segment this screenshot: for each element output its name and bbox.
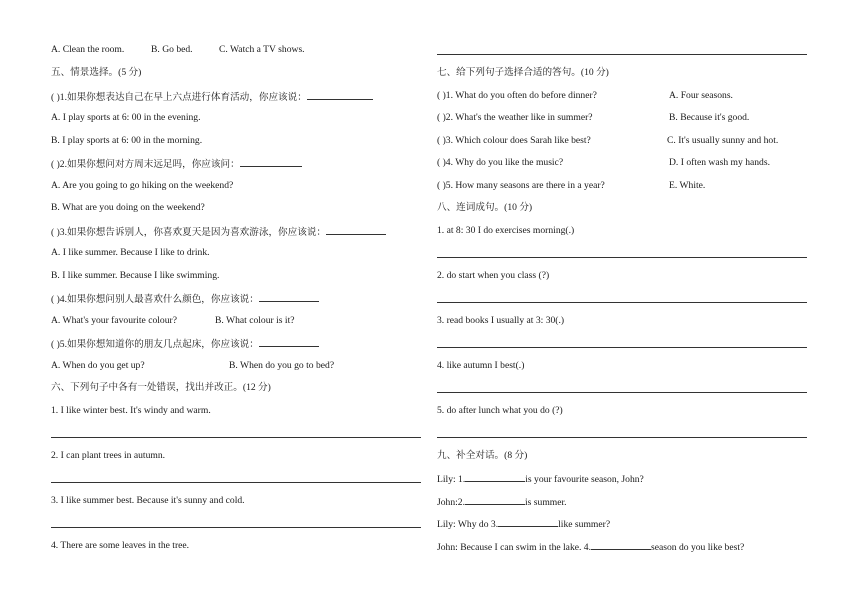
s5-q1-option-b: B. I play sports at 6: 00 in the morning.	[51, 135, 203, 146]
dialogue-line-3: Lily: Why do 3. like summer?	[437, 519, 611, 530]
answer-line[interactable]	[437, 392, 807, 393]
answer-line[interactable]	[51, 527, 421, 528]
section-9-title: 九、补全对话。(8 分)	[437, 450, 528, 461]
s7-answer-a: A. Four seasons.	[669, 90, 733, 101]
s5-q1-option-a: A. I play sports at 6: 00 in the evening.	[51, 112, 201, 123]
s8-item-5: 5. do after lunch what you do (?)	[437, 405, 563, 416]
s7-question-1: ( )1. What do you often do before dinner?	[437, 90, 597, 101]
section-8-title: 八、连词成句。(10 分)	[437, 202, 533, 213]
answer-line[interactable]	[437, 302, 807, 303]
s8-item-3: 3. read books I usually at 3: 30(.)	[437, 315, 565, 326]
option-b: B. When do you go to bed?	[229, 360, 335, 371]
answer-blank[interactable]	[326, 225, 386, 235]
dialogue-line-1: Lily: 1. is your favourite season, John?	[437, 474, 644, 485]
s8-item-2: 2. do start when you class (?)	[437, 270, 550, 281]
answer-blank[interactable]	[591, 540, 651, 550]
answer-line[interactable]	[437, 437, 807, 438]
answer-blank[interactable]	[307, 90, 373, 100]
s7-answer-e: E. White.	[669, 180, 706, 191]
answer-line[interactable]	[51, 437, 421, 438]
answer-line[interactable]	[437, 54, 807, 55]
s7-answer-b: B. Because it's good.	[669, 112, 750, 123]
s6-sentence-3: 3. I like summer best. Because it's sunny and cold.	[51, 495, 245, 506]
answer-line[interactable]	[437, 347, 807, 348]
option-a: A. When do you get up?	[51, 360, 145, 371]
answer-blank[interactable]	[240, 157, 302, 167]
section-7-title: 七、给下列句子选择合适的答句。(10 分)	[437, 67, 609, 78]
section-5-title: 五、情景选择。(5 分)	[51, 67, 142, 78]
s5-q4-options-row	[51, 315, 295, 327]
s6-sentence-1: 1. I like winter best. It's windy and warm.	[51, 405, 211, 416]
answer-blank[interactable]	[465, 495, 525, 505]
s5-q2-option-b: B. What are you doing on the weekend?	[51, 202, 205, 213]
s8-item-1: 1. at 8: 30 I do exercises morning(.)	[437, 225, 575, 236]
s7-question-3: ( )3. Which colour does Sarah like best?	[437, 135, 591, 146]
s5-question-1: ( )1.如果你想表达自己在早上六点进行体育活动，你应该说：	[51, 90, 373, 104]
option-c: C. Watch a TV shows.	[219, 44, 305, 55]
s5-q3-option-b: B. I like summer. Because I like swimming.	[51, 270, 220, 281]
s5-question-5: ( )5.如果你想知道你的朋友几点起床，你应该说：	[51, 337, 319, 351]
s6-sentence-2: 2. I can plant trees in autumn.	[51, 450, 166, 461]
q4-options-row	[51, 44, 305, 56]
s5-question-2: ( )2.如果你想问对方周末远足吗，你应该问：	[51, 157, 302, 171]
dialogue-line-2: John:2. is summer.	[437, 497, 567, 508]
answer-line[interactable]	[51, 482, 421, 483]
answer-blank[interactable]	[465, 472, 525, 482]
section-6-title: 六、下列句子中各有一处错误，找出并改正。(12 分)	[51, 382, 271, 393]
s7-question-5: ( )5. How many seasons are there in a year?	[437, 180, 605, 191]
option-a: A. Clean the room.	[51, 44, 125, 55]
option-b: B. What colour is it?	[215, 315, 295, 326]
s7-question-4: ( )4. Why do you like the music?	[437, 157, 564, 168]
s5-q5-options-row	[51, 360, 334, 372]
answer-blank[interactable]	[259, 337, 319, 347]
option-a: A. What's your favourite colour?	[51, 315, 177, 326]
answer-blank[interactable]	[498, 517, 558, 527]
answer-blank[interactable]	[259, 292, 319, 302]
s5-question-4: ( )4.如果你想问别人最喜欢什么颜色，你应该说：	[51, 292, 319, 306]
answer-line[interactable]	[437, 257, 807, 258]
s6-sentence-4: 4. There are some leaves in the tree.	[51, 540, 190, 551]
s7-answer-c: C. It's usually sunny and hot.	[667, 135, 779, 146]
s5-q2-option-a: A. Are you going to go hiking on the weekend?	[51, 180, 234, 191]
option-b: B. Go bed.	[151, 44, 193, 55]
s7-question-2: ( )2. What's the weather like in summer?	[437, 112, 593, 123]
s8-item-4: 4. like autumn I best(.)	[437, 360, 525, 371]
s5-q3-option-a: A. I like summer. Because I like to drink.	[51, 247, 210, 258]
s7-answer-d: D. I often wash my hands.	[669, 157, 770, 168]
s5-question-3: ( )3.如果你想告诉别人，你喜欢夏天是因为喜欢游泳，你应该说：	[51, 225, 386, 239]
dialogue-line-4: John: Because I can swim in the lake. 4. season do you like best?	[437, 542, 745, 553]
